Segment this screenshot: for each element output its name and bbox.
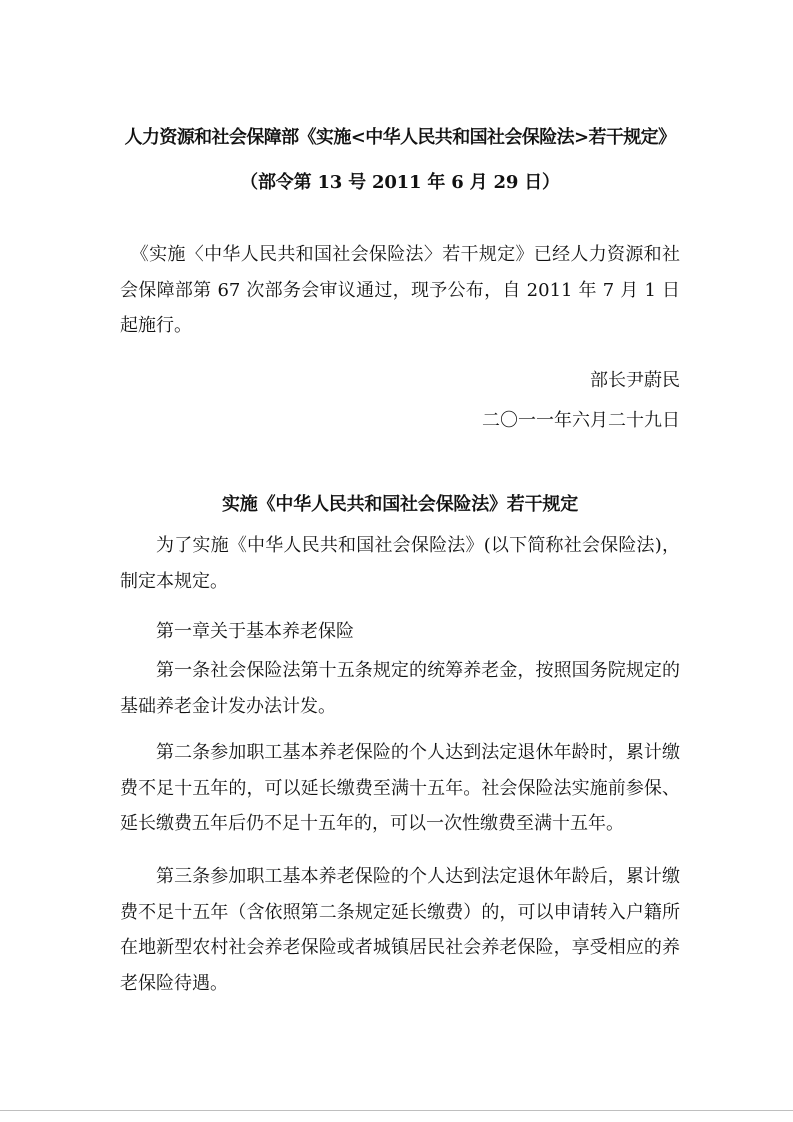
document-subtitle: （部令第 13 号 2011 年 6 月 29 日）: [240, 172, 560, 193]
intro-paragraph: 《实施〈中华人民共和国社会保险法〉若干规定》已经人力资源和社会保障部第 67 次部务会审议通过，现予公布，自 2011 年 7 月 1 日起施行。: [120, 244, 680, 337]
article-2: 第二条参加职工基本养老保险的个人达到法定退休年龄时，累计缴费不足十五年的，可以延长缴费至满十五年。社会保险法实施前参保、延长缴费五年后仍不足十五年的，可以一次性缴费至满十五年。: [120, 742, 680, 835]
section-title: 实施《中华人民共和国社会保险法》若干规定: [222, 494, 578, 515]
chapter-heading: 第一章关于基本养老保险: [156, 621, 354, 642]
preamble-paragraph: 为了实施《中华人民共和国社会保险法》(以下简称社会保险法)，制定本规定。: [120, 535, 680, 592]
article-3: 第三条参加职工基本养老保险的个人达到法定退休年龄后，累计缴费不足十五年（含依照第二条规定延长缴费）的，可以申请转入户籍所在地新型农村社会养老保险或者城镇居民社会养老保险，享受相应的养老保险待遇。: [120, 866, 680, 994]
document-title: 人力资源和社会保障部《实施<中华人民共和国社会保险法>若干规定》: [124, 127, 676, 148]
article-1: 第一条社会保险法第十五条规定的统筹养老金，按照国务院规定的基础养老金计发办法计发。: [120, 660, 680, 717]
page-bottom-rule: [0, 1110, 793, 1111]
signing-date: 二〇一一年六月二十九日: [482, 410, 680, 431]
signatory: 部长尹蔚民: [590, 370, 680, 391]
